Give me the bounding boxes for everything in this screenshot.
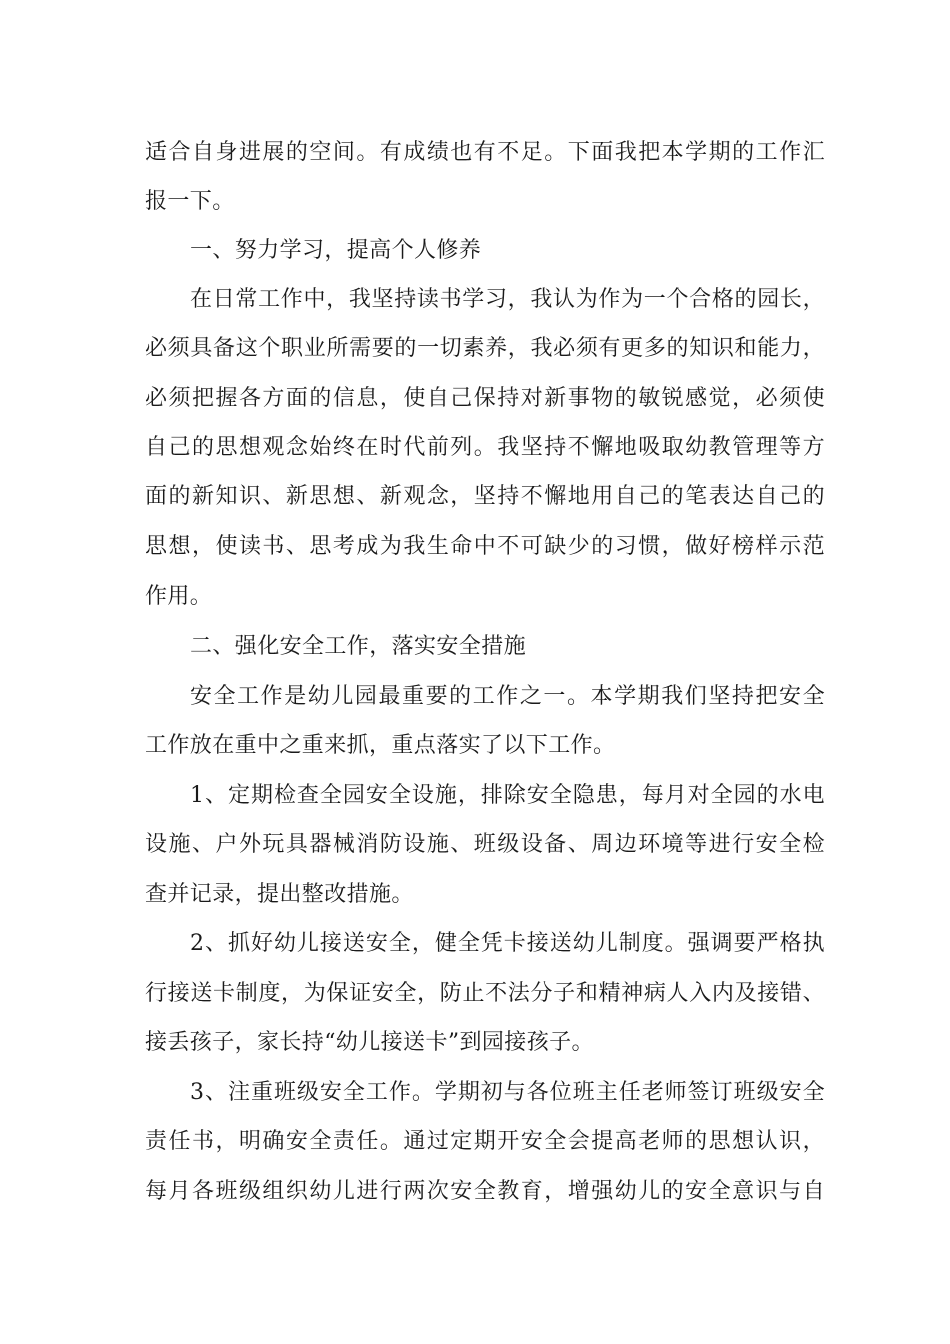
list-item-3-line-2: 责任书，明确安全责任。通过定期开安全会提高老师的思想认识， [145, 1129, 825, 1154]
text-line-6: 必须把握各方面的信息，使自己保持对新事物的敏锐感觉，必须使 [145, 386, 825, 411]
list-item-3-line-3: 每月各班级组织幼儿进行两次安全教育，增强幼儿的安全意识与自 [145, 1179, 825, 1204]
section-heading-2: 二、强化安全工作，落实安全措施 [190, 634, 527, 659]
text-line-5: 必须具备这个职业所需要的一切素养，我必须有更多的知识和能力， [145, 336, 825, 361]
text-line-10: 作用。 [145, 584, 213, 609]
text-line-13: 工作放在重中之重来抓，重点落实了以下工作。 [145, 733, 616, 758]
text-line-4: 在日常工作中，我坚持读书学习，我认为作为一个合格的园长， [190, 287, 825, 312]
text-line-7: 自己的思想观念始终在时代前列。我坚持不懈地吸取幼教管理等方 [145, 435, 825, 460]
text-line-1: 适合自身进展的空间。有成绩也有不足。下面我把本学期的工作汇 [145, 140, 825, 165]
text-line-12: 安全工作是幼儿园最重要的工作之一。本学期我们坚持把安全 [190, 684, 825, 709]
list-item-2-line-2: 行接送卡制度，为保证安全，防止不法分子和精神病人入内及接错、 [145, 981, 825, 1006]
list-item-3-line-1: 3、注重班级安全工作。学期初与各位班主任老师签订班级安全 [190, 1080, 825, 1105]
list-item-1-line-3: 查并记录，提出整改措施。 [145, 882, 414, 907]
text-line-2: 报一下。 [145, 189, 235, 214]
list-item-2-line-3: 接丢孩子，家长持“幼儿接送卡”到园接孩子。 [145, 1030, 594, 1055]
list-item-1-line-2: 设施、户外玩具器械消防设施、班级设备、周边环境等进行安全检 [145, 832, 825, 857]
text-line-8: 面的新知识、新思想、新观念，坚持不懈地用自己的笔表达自己的 [145, 484, 825, 509]
section-heading-1: 一、努力学习，提高个人修养 [190, 238, 482, 263]
list-item-1-line-1: 1、定期检查全园安全设施，排除安全隐患，每月对全园的水电 [190, 783, 825, 808]
list-item-2-line-1: 2、抓好幼儿接送安全，健全凭卡接送幼儿制度。强调要严格执 [190, 931, 825, 956]
text-line-9: 思想，使读书、思考成为我生命中不可缺少的习惯，做好榜样示范 [145, 534, 825, 559]
